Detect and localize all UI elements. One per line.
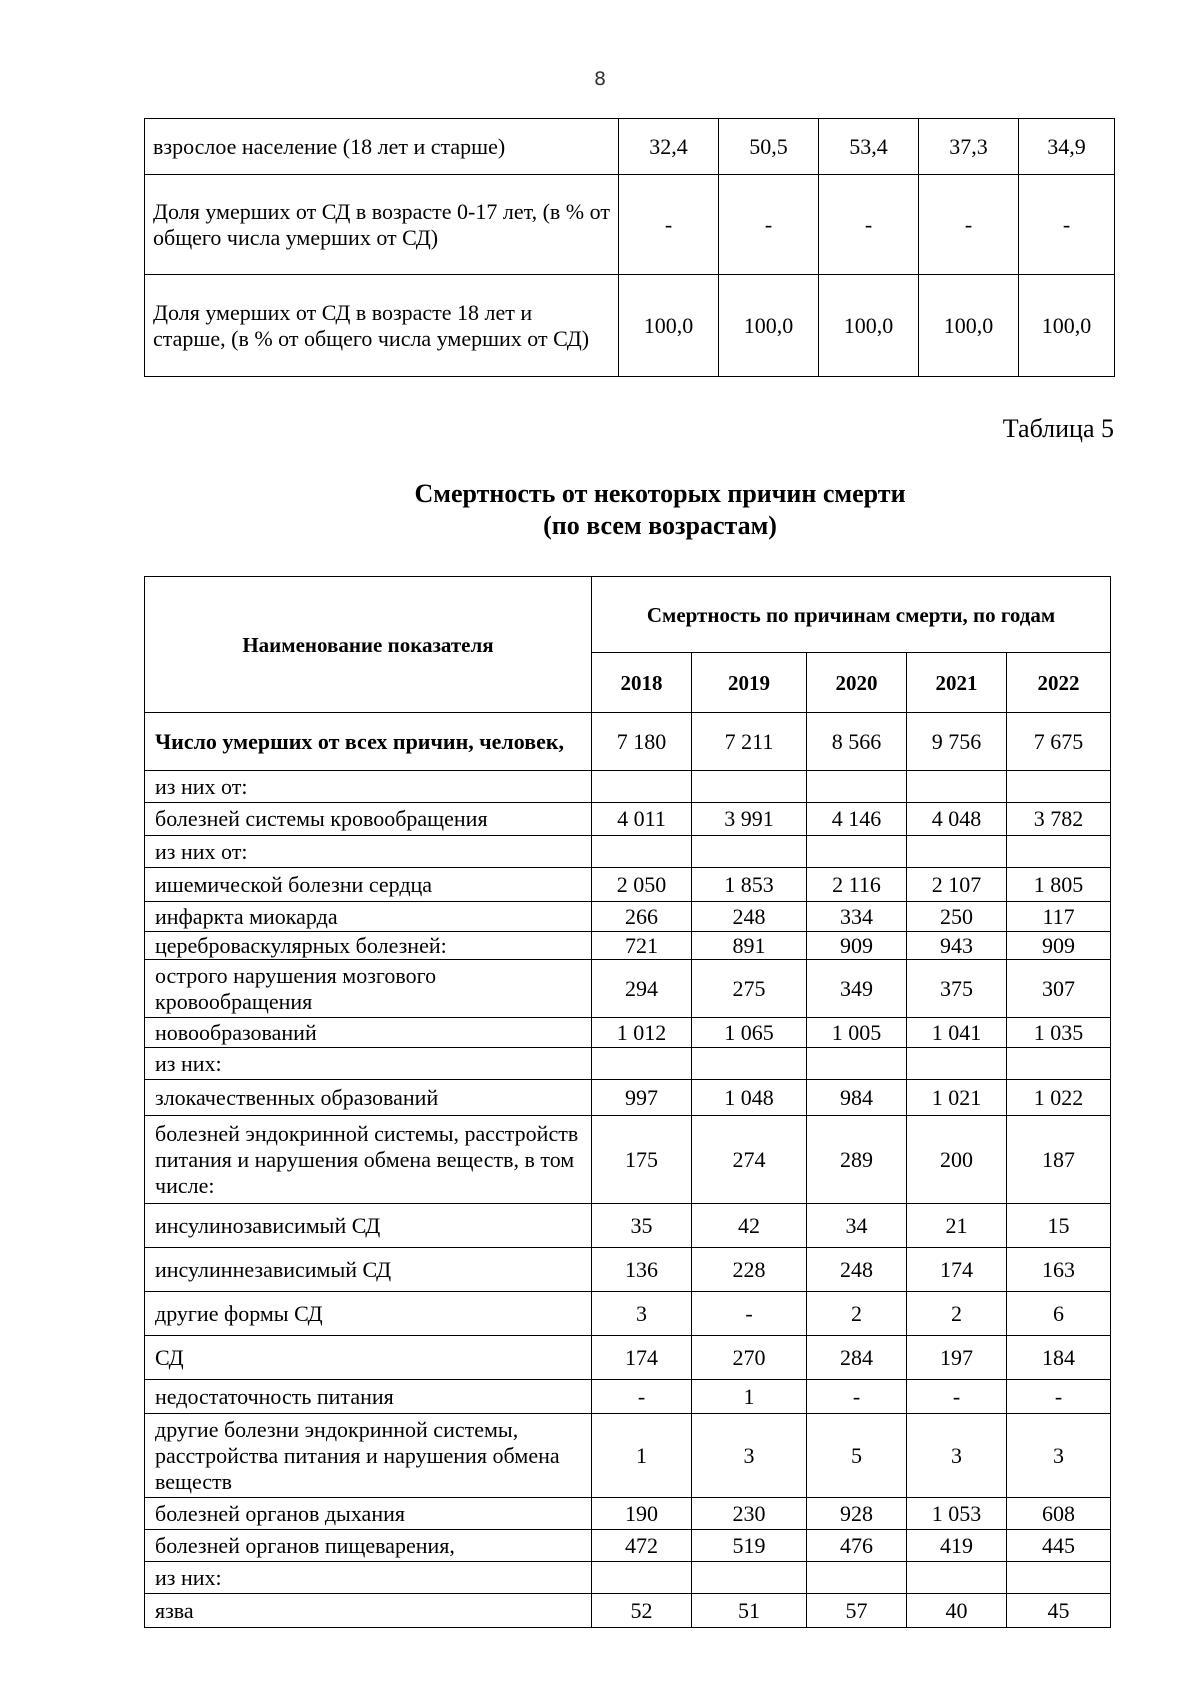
table-row (145, 1248, 1111, 1292)
cell-value: 349 (807, 960, 907, 1018)
cell-value: 34 (807, 1204, 907, 1248)
cell-value (807, 771, 907, 803)
page-number: 8 (593, 68, 607, 90)
cell-value: - (807, 1380, 907, 1414)
top-continuation-table (144, 118, 1115, 377)
header-year: 2018 (592, 653, 692, 713)
cell-value (907, 1048, 1007, 1080)
row-label: болезней эндокринной системы, расстройств питания и нарушения обмена веществ, в том числе: (145, 1116, 592, 1204)
table-row (145, 1336, 1111, 1380)
cell-value (807, 836, 907, 868)
cell-value: 53,4 (819, 119, 919, 175)
cell-value: 2 107 (907, 868, 1007, 902)
cell-value (592, 1048, 692, 1080)
table-row (145, 902, 1111, 932)
cell-value: 1 (692, 1380, 807, 1414)
header-indicator-name: Наименование показателя (145, 577, 592, 713)
row-label: новообразований (145, 1018, 592, 1048)
cell-value: 307 (1007, 960, 1111, 1018)
table-row (145, 1018, 1111, 1048)
cell-value: 9 756 (907, 713, 1007, 771)
cell-value: 274 (692, 1116, 807, 1204)
cell-value: 190 (592, 1498, 692, 1530)
row-label: из них от: (145, 771, 592, 803)
row-label: из них: (145, 1048, 592, 1080)
cell-value: 419 (907, 1530, 1007, 1562)
cell-value: 7 180 (592, 713, 692, 771)
cell-value: 519 (692, 1530, 807, 1562)
cell-value (807, 1048, 907, 1080)
cell-value: 200 (907, 1116, 1007, 1204)
row-label: Доля умерших от СД в возрасте 18 лет и старше, (в % от общего числа умерших от СД) (145, 275, 619, 377)
table-row (145, 1562, 1111, 1594)
row-label: болезней органов дыхания (145, 1498, 592, 1530)
table-title (0, 478, 1200, 542)
cell-value: 45 (1007, 1594, 1111, 1628)
cell-value: 891 (692, 932, 807, 960)
cell-value: 943 (907, 932, 1007, 960)
cell-value: 472 (592, 1530, 692, 1562)
cell-value (692, 1048, 807, 1080)
cell-value: 1 048 (692, 1080, 807, 1116)
row-label: из них: (145, 1562, 592, 1594)
cell-value: 1 (592, 1414, 692, 1498)
cell-value: 3 782 (1007, 803, 1111, 836)
cell-value (1007, 1562, 1111, 1594)
cell-value: 51 (692, 1594, 807, 1628)
table-title-line1: Смертность от некоторых причин смерти (414, 479, 906, 508)
cell-value: 6 (1007, 1292, 1111, 1336)
table-row (145, 1292, 1111, 1336)
table-row (145, 771, 1111, 803)
cell-value: 15 (1007, 1204, 1111, 1248)
cell-value: 174 (592, 1336, 692, 1380)
cell-value: 1 805 (1007, 868, 1111, 902)
cell-value: 1 053 (907, 1498, 1007, 1530)
cell-value: 984 (807, 1080, 907, 1116)
cell-value: 270 (692, 1336, 807, 1380)
cell-value: 100,0 (719, 275, 819, 377)
cell-value: 1 035 (1007, 1018, 1111, 1048)
cell-value: 184 (1007, 1336, 1111, 1380)
table-row (145, 1498, 1111, 1530)
cell-value (907, 771, 1007, 803)
cell-value: 266 (592, 902, 692, 932)
table-row (145, 1204, 1111, 1248)
row-label: язва (145, 1594, 592, 1628)
cell-value: 2 (907, 1292, 1007, 1336)
cell-value: 608 (1007, 1498, 1111, 1530)
row-label: ишемической болезни сердца (145, 868, 592, 902)
cell-value (907, 1562, 1007, 1594)
cell-value: - (692, 1292, 807, 1336)
row-label: инсулиннезависимый СД (145, 1248, 592, 1292)
cell-value (807, 1562, 907, 1594)
cell-value: 100,0 (819, 275, 919, 377)
cell-value: 294 (592, 960, 692, 1018)
cell-value: 997 (592, 1080, 692, 1116)
row-label: взрослое население (18 лет и старше) (145, 119, 619, 175)
cell-value: 4 146 (807, 803, 907, 836)
row-label: другие формы СД (145, 1292, 592, 1336)
cell-value: 909 (1007, 932, 1111, 960)
row-label: острого нарушения мозгового кровообращения (145, 960, 592, 1018)
cell-value: 4 011 (592, 803, 692, 836)
cell-value: 34,9 (1019, 119, 1115, 175)
row-label: инсулинозависимый СД (145, 1204, 592, 1248)
cell-value: 284 (807, 1336, 907, 1380)
header-year: 2019 (692, 653, 807, 713)
cell-value: 40 (907, 1594, 1007, 1628)
cell-value: 7 675 (1007, 713, 1111, 771)
table-row (145, 175, 1115, 275)
cell-value (592, 771, 692, 803)
cell-value: 100,0 (619, 275, 719, 377)
cell-value (592, 836, 692, 868)
header-year: 2021 (907, 653, 1007, 713)
cell-value: 250 (907, 902, 1007, 932)
cell-value: 909 (807, 932, 907, 960)
cell-value: - (819, 175, 919, 275)
cell-value: 57 (807, 1594, 907, 1628)
cell-value: 1 065 (692, 1018, 807, 1048)
cell-value: 1 005 (807, 1018, 907, 1048)
cell-value: 1 012 (592, 1018, 692, 1048)
cell-value: 2 116 (807, 868, 907, 902)
cell-value: 1 853 (692, 868, 807, 902)
row-label: болезней органов пищеварения, (145, 1530, 592, 1562)
cell-value: 275 (692, 960, 807, 1018)
cell-value (692, 771, 807, 803)
table-row (145, 803, 1111, 836)
row-label: Число умерших от всех причин, человек, (145, 713, 592, 771)
cell-value: 2 (807, 1292, 907, 1336)
cell-value: 175 (592, 1116, 692, 1204)
table-row (145, 932, 1111, 960)
row-label: цереброваскулярных болезней: (145, 932, 592, 960)
table-row (145, 960, 1111, 1018)
cell-value: - (719, 175, 819, 275)
row-label: инфаркта миокарда (145, 902, 592, 932)
cell-value: 37,3 (919, 119, 1019, 175)
table-row (145, 1530, 1111, 1562)
row-label: злокачественных образований (145, 1080, 592, 1116)
row-label: из них от: (145, 836, 592, 868)
cell-value: - (619, 175, 719, 275)
cell-value: 197 (907, 1336, 1007, 1380)
table-row (145, 868, 1111, 902)
table-row (145, 1080, 1111, 1116)
cell-value: 3 (907, 1414, 1007, 1498)
cell-value: 163 (1007, 1248, 1111, 1292)
table-number: Таблица 5 (1002, 414, 1114, 443)
header-year: 2020 (807, 653, 907, 713)
cell-value: 32,4 (619, 119, 719, 175)
cell-value: 35 (592, 1204, 692, 1248)
table-title-line2: (по всем возрастам) (543, 511, 777, 540)
row-label: Доля умерших от СД в возрасте 0-17 лет, (в % от общего числа умерших от СД) (145, 175, 619, 275)
cell-value: 174 (907, 1248, 1007, 1292)
mortality-table (144, 576, 1111, 1628)
cell-value: 5 (807, 1414, 907, 1498)
cell-value: 721 (592, 932, 692, 960)
cell-value: 445 (1007, 1530, 1111, 1562)
table-row (145, 119, 1115, 175)
row-label: СД (145, 1336, 592, 1380)
cell-value (592, 1562, 692, 1594)
row-label: другие болезни эндокринной системы, расстройства питания и нарушения обмена веществ (145, 1414, 592, 1498)
cell-value: 248 (807, 1248, 907, 1292)
cell-value: - (592, 1380, 692, 1414)
header-group: Смертность по причинам смерти, по годам (592, 577, 1111, 653)
header-year: 2022 (1007, 653, 1111, 713)
table-row (145, 275, 1115, 377)
table-row (145, 1594, 1111, 1628)
cell-value: 100,0 (919, 275, 1019, 377)
table-row (145, 836, 1111, 868)
cell-value: 100,0 (1019, 275, 1115, 377)
cell-value: 334 (807, 902, 907, 932)
cell-value (907, 836, 1007, 868)
cell-value: 375 (907, 960, 1007, 1018)
table-row (145, 1380, 1111, 1414)
cell-value: 117 (1007, 902, 1111, 932)
cell-value: 3 991 (692, 803, 807, 836)
cell-value: 136 (592, 1248, 692, 1292)
cell-value (1007, 1048, 1111, 1080)
cell-value: - (907, 1380, 1007, 1414)
cell-value: 187 (1007, 1116, 1111, 1204)
cell-value: 476 (807, 1530, 907, 1562)
cell-value: 230 (692, 1498, 807, 1530)
cell-value: 3 (1007, 1414, 1111, 1498)
cell-value: 50,5 (719, 119, 819, 175)
cell-value: 1 021 (907, 1080, 1007, 1116)
row-label: недостаточность питания (145, 1380, 592, 1414)
cell-value: 52 (592, 1594, 692, 1628)
cell-value: 928 (807, 1498, 907, 1530)
cell-value: - (1007, 1380, 1111, 1414)
table-row (145, 1116, 1111, 1204)
cell-value: 3 (592, 1292, 692, 1336)
table-row (145, 1414, 1111, 1498)
cell-value: 1 041 (907, 1018, 1007, 1048)
cell-value (692, 1562, 807, 1594)
cell-value (692, 836, 807, 868)
cell-value: 1 022 (1007, 1080, 1111, 1116)
cell-value: 3 (692, 1414, 807, 1498)
cell-value: 289 (807, 1116, 907, 1204)
cell-value: - (919, 175, 1019, 275)
cell-value (1007, 836, 1111, 868)
cell-value: 7 211 (692, 713, 807, 771)
table-row (145, 713, 1111, 771)
cell-value: 2 050 (592, 868, 692, 902)
cell-value: 4 048 (907, 803, 1007, 836)
table-row (145, 1048, 1111, 1080)
cell-value: 21 (907, 1204, 1007, 1248)
cell-value: 228 (692, 1248, 807, 1292)
cell-value (1007, 771, 1111, 803)
cell-value: - (1019, 175, 1115, 275)
cell-value: 42 (692, 1204, 807, 1248)
row-label: болезней системы кровообращения (145, 803, 592, 836)
cell-value: 248 (692, 902, 807, 932)
cell-value: 8 566 (807, 713, 907, 771)
